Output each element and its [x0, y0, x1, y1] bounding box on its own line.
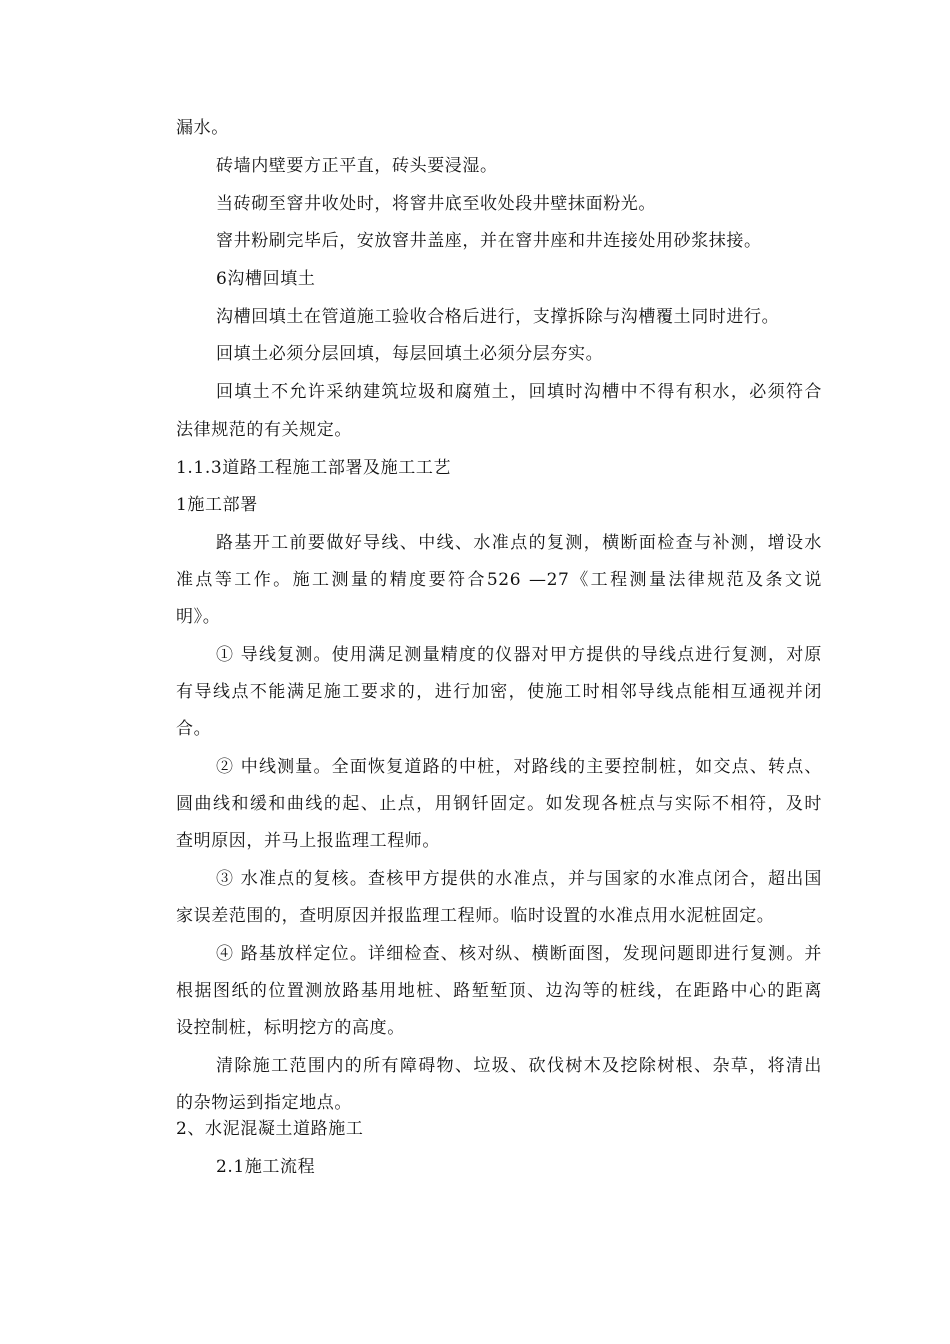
paragraph-line: 明》。	[176, 607, 221, 627]
section-heading: 6沟槽回填土	[216, 269, 316, 289]
paragraph-line: 的杂物运到指定地点。	[176, 1093, 352, 1113]
paragraph-line: 查明原因，并马上报监理工程师。	[176, 831, 440, 851]
section-heading: 1.1.3道路工程施工部署及施工工艺	[176, 458, 452, 478]
paragraph-line: 准点等工作。施工测量的精度要符合526 —27《工程测量法律规范及条文说	[176, 570, 822, 590]
paragraph-line: 法律规范的有关规定。	[176, 420, 352, 440]
section-heading: 1施工部署	[176, 495, 258, 515]
paragraph-line: 沟槽回填土在管道施工验收合格后进行，支撑拆除与沟槽覆土同时进行。	[216, 307, 780, 327]
paragraph-line: 根据图纸的位置测放路基用地桩、路堑堑顶、边沟等的桩线，在距路中心的距离	[176, 981, 822, 1001]
paragraph-line: 窨井粉刷完毕后，安放窨井盖座，并在窨井座和井连接处用砂浆抹接。	[216, 231, 762, 251]
paragraph-line: 回填土必须分层回填，每层回填土必须分层夯实。	[216, 344, 604, 364]
section-heading: 2、水泥混凝土道路施工	[176, 1119, 364, 1139]
paragraph-line: ④ 路基放样定位。详细检查、核对纵、横断面图，发现问题即进行复测。并	[216, 944, 822, 964]
paragraph-line: ① 导线复测。使用满足测量精度的仪器对甲方提供的导线点进行复测，对原	[216, 645, 822, 665]
paragraph-line: ③ 水准点的复核。查核甲方提供的水准点，并与国家的水准点闭合，超出国	[216, 869, 822, 889]
paragraph-line: 清除施工范围内的所有障碍物、垃圾、砍伐树木及挖除树根、杂草，将清出	[216, 1056, 822, 1076]
paragraph-line: 有导线点不能满足施工要求的，进行加密，使施工时相邻导线点能相互通视并闭	[176, 682, 822, 702]
paragraph-line: 漏水。	[176, 118, 229, 138]
paragraph-line: 圆曲线和缓和曲线的起、止点，用钢钎固定。如发现各桩点与实际不相符，及时	[176, 794, 822, 814]
paragraph-line: ② 中线测量。全面恢复道路的中桩，对路线的主要控制桩，如交点、转点、	[216, 757, 822, 777]
section-heading: 2.1施工流程	[216, 1157, 316, 1177]
paragraph-line: 设控制桩，标明挖方的高度。	[176, 1018, 405, 1038]
paragraph-line: 家误差范围的，查明原因并报监理工程师。临时设置的水准点用水泥桩固定。	[176, 906, 775, 926]
paragraph-line: 砖墙内壁要方正平直，砖头要浸湿。	[216, 156, 498, 176]
paragraph-line: 当砖砌至窨井收处时，将窨井底至收处段井壁抹面粉光。	[216, 194, 656, 214]
paragraph-line: 回填土不允许采纳建筑垃圾和腐殖土，回填时沟槽中不得有积水，必须符合	[216, 382, 822, 402]
paragraph-line: 路基开工前要做好导线、中线、水准点的复测，横断面检查与补测，增设水	[216, 533, 822, 553]
paragraph-line: 合。	[176, 719, 212, 739]
